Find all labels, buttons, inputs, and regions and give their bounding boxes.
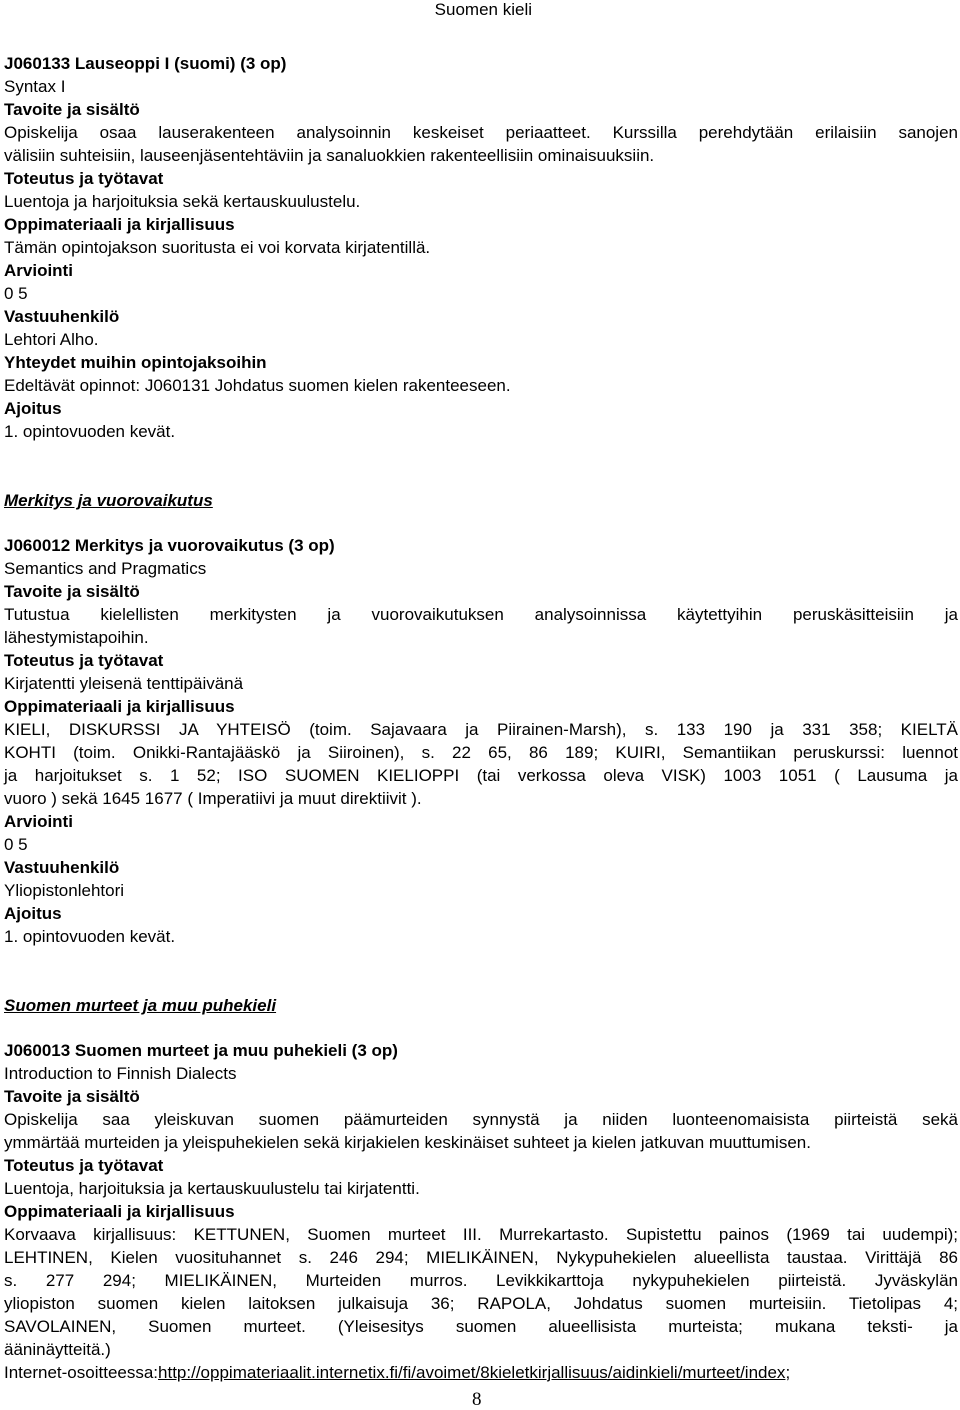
- heading-timing: Ajoitus: [4, 904, 62, 923]
- url-suffix: ;: [785, 1363, 791, 1382]
- course-title: J060013 Suomen murteet ja muu puhekieli (3 op): [4, 1041, 398, 1060]
- materials-text: s. 277 294; MIELIKÄINEN, Murteiden murros. Levikkikarttoja nykypuhekielen piirteistä. Jyväskylän: [4, 1271, 958, 1290]
- goal-text: Tutustua kielellisten merkitysten ja vuorovaikutuksen analysoinnissa käytettyihin peruskäsitteisiin ja: [4, 605, 958, 624]
- course-english-title: Semantics and Pragmatics: [4, 559, 207, 578]
- heading-implementation: Toteutus ja työtavat: [4, 169, 164, 188]
- timing-text: 1. opintovuoden kevät.: [4, 927, 176, 946]
- document-body: [4, 52, 958, 1384]
- course-title: J060012 Merkitys ja vuorovaikutus (3 op): [4, 536, 335, 555]
- heading-materials: Oppimateriaali ja kirjallisuus: [4, 697, 235, 716]
- course-title: J060133 Lauseoppi I (suomi) (3 op): [4, 54, 287, 73]
- materials-text: KOHTI (toim. Onikki-Rantajääskö ja Siiroinen), s. 22 65, 86 189; KUIRI, Semantiikan peruskurssi: luennot: [4, 743, 958, 762]
- heading-evaluation: Arviointi: [4, 812, 73, 831]
- heading-materials: Oppimateriaali ja kirjallisuus: [4, 215, 235, 234]
- heading-goal: Tavoite ja sisältö: [4, 100, 140, 119]
- page-number: 8: [472, 1389, 482, 1410]
- heading-materials: Oppimateriaali ja kirjallisuus: [4, 1202, 235, 1221]
- goal-text: lähestymistapoihin.: [4, 628, 149, 647]
- goal-text: Opiskelija osaa lauserakenteen analysoinnin keskeiset periaatteet. Kurssilla perehdytään erilaisiin sanojen: [4, 123, 958, 142]
- goal-text: ymmärtää murteiden ja yleispuhekielen sekä kirjakielen keskinäiset suhteet ja kielen jatkuvan muuttumisen.: [4, 1133, 811, 1152]
- heading-responsible: Vastuuhenkilö: [4, 858, 120, 877]
- implementation-text: Luentoja, harjoituksia ja kertauskuulustelu tai kirjatentti.: [4, 1179, 420, 1198]
- evaluation-text: 0 5: [4, 835, 28, 854]
- materials-text: Tämän opintojakson suoritusta ei voi korvata kirjatentillä.: [4, 238, 431, 257]
- course-english-title: Syntax I: [4, 77, 66, 96]
- materials-text: SAVOLAINEN, Suomen murteet. (Yleisesitys suomen alueellisista murteista; mukana teksti- ja: [4, 1317, 958, 1336]
- implementation-text: Kirjatentti yleisenä tenttipäivänä: [4, 674, 244, 693]
- page-header: Suomen kieli: [434, 0, 532, 19]
- materials-text: ja harjoitukset s. 1 52; ISO SUOMEN KIELIOPPI (tai verkossa oleva VISK) 1003 1051 ( Lausuma ja: [4, 766, 958, 785]
- goal-text: välisiin suhteisiin, lauseenjäsentehtäviin ja sanaluokkien rakenteellisiin ominaisuuksiin.: [4, 146, 655, 165]
- heading-goal: Tavoite ja sisältö: [4, 1087, 140, 1106]
- materials-link[interactable]: http://oppimateriaalit.internetix.fi/fi/avoimet/8kieletkirjallisuus/aidinkieli/murteet/index: [158, 1363, 786, 1382]
- heading-goal: Tavoite ja sisältö: [4, 582, 140, 601]
- responsible-text: Lehtori Alho.: [4, 330, 99, 349]
- materials-text: yliopiston suomen kielen laitoksen julkaisuja 36; RAPOLA, Johdatus suomen murteisiin. Tietolipas 4;: [4, 1294, 958, 1313]
- links-text: Edeltävät opinnot: J060131 Johdatus suomen kielen rakenteeseen.: [4, 376, 511, 395]
- timing-text: 1. opintovuoden kevät.: [4, 422, 176, 441]
- section-title: Suomen murteet ja muu puhekieli: [4, 996, 277, 1015]
- materials-text: ääninäytteitä.): [4, 1340, 111, 1359]
- heading-links: Yhteydet muihin opintojaksoihin: [4, 353, 267, 372]
- materials-text: Korvaava kirjallisuus: KETTUNEN, Suomen murteet III. Murrekartasto. Supistettu painos (1969 tai uudempi);: [4, 1225, 958, 1244]
- materials-text: LEHTINEN, Kielen vuosituhannet s. 246 294; MIELIKÄINEN, Nykypuhekielen alueellista taustaa. Virittäjä 86: [4, 1248, 958, 1267]
- url-prefix: Internet-osoitteessa:: [4, 1363, 159, 1382]
- materials-text: vuoro ) sekä 1645 1677 ( Imperatiivi ja muut direktiivit ).: [4, 789, 422, 808]
- heading-implementation: Toteutus ja työtavat: [4, 1156, 164, 1175]
- course-english-title: Introduction to Finnish Dialects: [4, 1064, 237, 1083]
- heading-implementation: Toteutus ja työtavat: [4, 651, 164, 670]
- evaluation-text: 0 5: [4, 284, 28, 303]
- internet-address-line: [4, 1361, 958, 1384]
- responsible-text: Yliopistonlehtori: [4, 881, 125, 900]
- heading-responsible: Vastuuhenkilö: [4, 307, 120, 326]
- goal-text: Opiskelija saa yleiskuvan suomen päämurteiden synnystä ja niiden luonteenomaisista piirteistä sekä: [4, 1110, 958, 1129]
- implementation-text: Luentoja ja harjoituksia sekä kertauskuulustelu.: [4, 192, 361, 211]
- section-title: Merkitys ja vuorovaikutus: [4, 491, 213, 510]
- heading-evaluation: Arviointi: [4, 261, 73, 280]
- heading-timing: Ajoitus: [4, 399, 62, 418]
- materials-text: KIELI, DISKURSSI JA YHTEISÖ (toim. Sajavaara ja Piirainen-Marsh), s. 133 190 ja 331 358; KIELTÄ: [4, 720, 958, 739]
